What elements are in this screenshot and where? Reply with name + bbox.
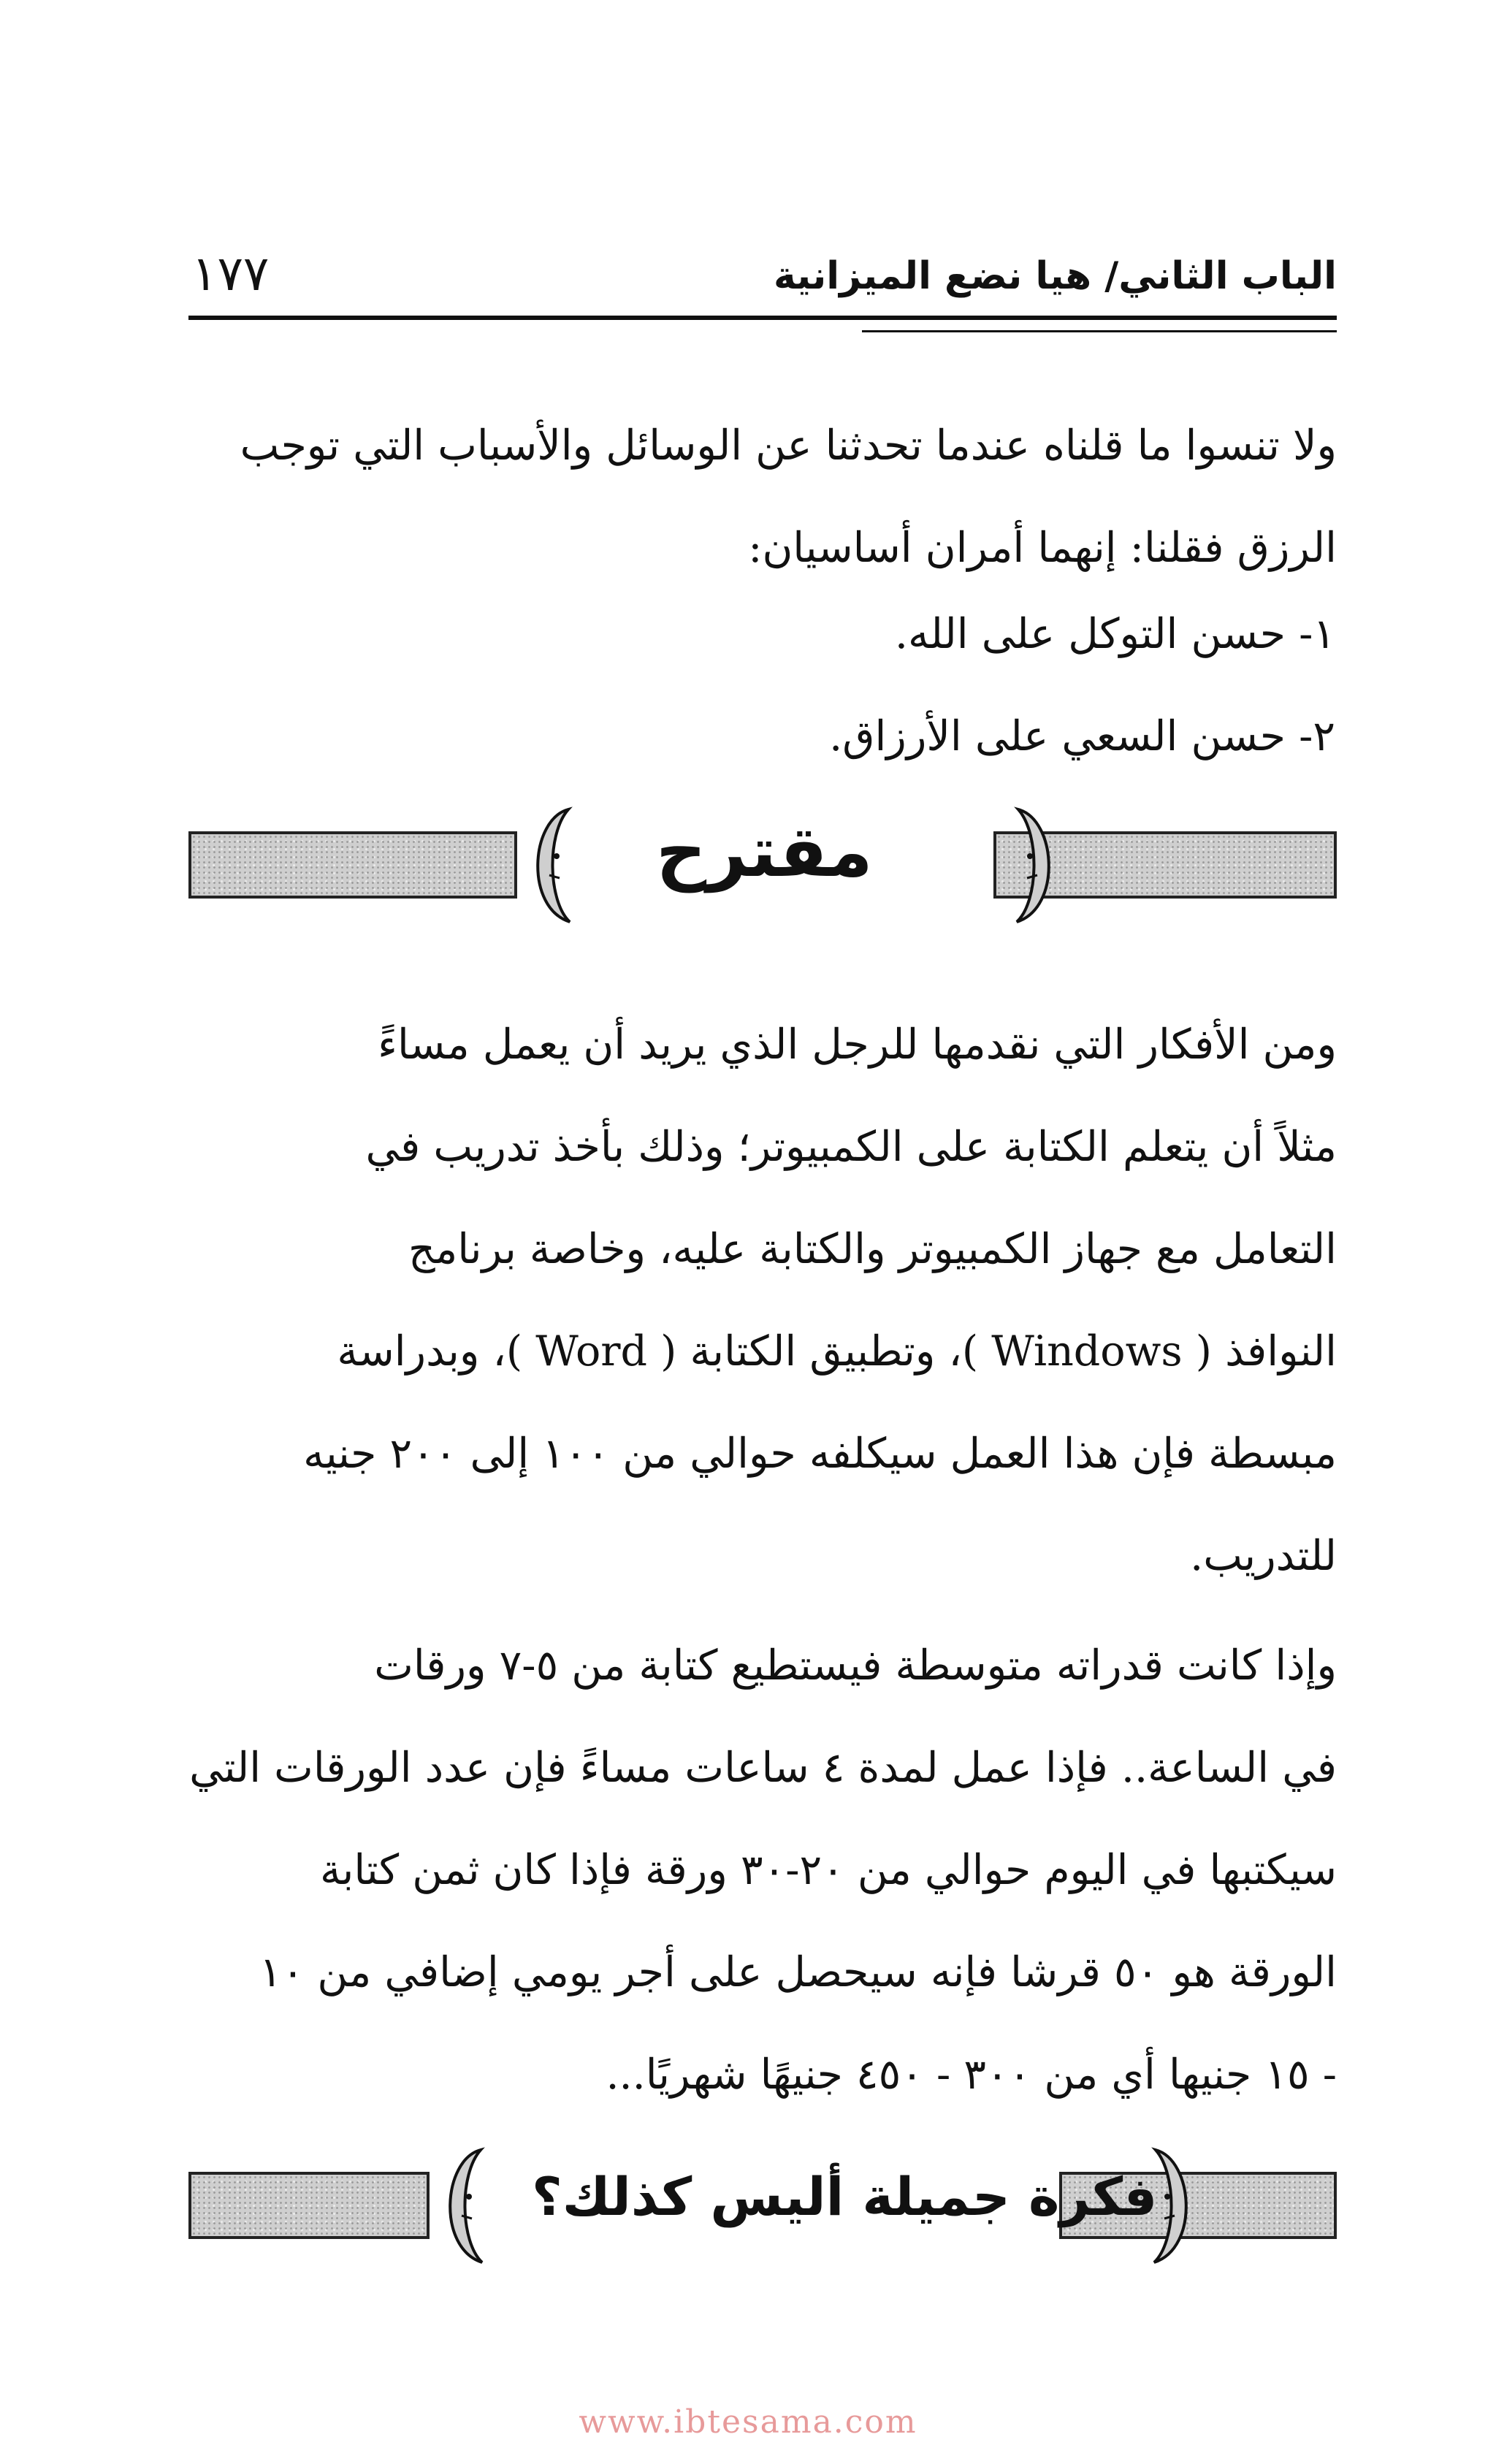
detail-line: الورقة هو ٥٠ قرشا فإنه سيحصل على أجر يومي إضافي من ١٠ (259, 1948, 1337, 1996)
nice-idea-banner (188, 2144, 1337, 2268)
detail-paragraph (190, 1614, 1337, 2126)
intro-line: الرزق فقلنا: إنهما أمران أساسيان: (748, 524, 1337, 572)
list-item-2: ٢- حسن السعي على الأرزاق. (829, 712, 1335, 760)
suggestion-paragraph (190, 993, 1337, 1607)
chapter-header: الباب الثاني/ هيا نضع الميزانية (774, 254, 1337, 298)
page-number: ١٧٧ (191, 245, 270, 302)
suggestion-line: للتدريب. (1190, 1532, 1337, 1580)
detail-line: وإذا كانت قدراته متوسطة فيستطيع كتابة من ٥-٧ ورقات (374, 1641, 1337, 1690)
suggestion-line: النوافذ ( Windows )، وتطبيق الكتابة ( Word )، وبدراسة (337, 1327, 1337, 1376)
crescent-moon-face-icon (1131, 2145, 1207, 2267)
banner-pattern-bar-left (188, 831, 517, 899)
suggestion-line: ومن الأفكار التي نقدمها للرجل الذي يريد أن يعمل مساءً (378, 1021, 1337, 1069)
suggestion-line: مبسطة فإن هذا العمل سيكلفه حوالي من ١٠٠ إلى ٢٠٠ جنيه (303, 1430, 1337, 1478)
banner-title: مقترح (656, 811, 873, 893)
suggestion-line: مثلاً أن يتعلم الكتابة على الكمبيوتر؛ وذلك بأخذ تدريب في (365, 1123, 1337, 1171)
header-rule-thin (862, 330, 1337, 332)
watermark-url: www.ibtesama.com (579, 2403, 917, 2441)
detail-line: سيكتبها في اليوم حوالي من ٢٠-٣٠ ورقة فإذا كان ثمن كتابة (319, 1846, 1337, 1894)
crescent-moon-face-icon (517, 805, 593, 926)
detail-line: - ١٥ جنيها أي من ٣٠٠ - ٤٥٠ جنيهًا شهريًا... (606, 2051, 1337, 2099)
suggestion-banner (188, 804, 1337, 928)
detail-line: في الساعة.. فإذا عمل لمدة ٤ ساعات مساءً فإن عدد الورقات التي (189, 1744, 1337, 1792)
banner-title: فكرة جميلة أليس كذلك؟ (532, 2166, 1158, 2227)
crescent-moon-face-icon (993, 805, 1069, 926)
header-rule-thick (188, 316, 1337, 320)
crescent-moon-face-icon (430, 2145, 505, 2267)
intro-paragraph (190, 394, 1337, 599)
intro-line: ولا تنسوا ما قلناه عندما تحدثنا عن الوسائل والأسباب التي توجب (240, 422, 1337, 470)
suggestion-line: التعامل مع جهاز الكمبيوتر والكتابة عليه، وخاصة برنامج (408, 1225, 1337, 1273)
banner-pattern-bar-left (188, 2172, 430, 2239)
list-item-1: ١- حسن التوكل على الله. (894, 610, 1335, 658)
